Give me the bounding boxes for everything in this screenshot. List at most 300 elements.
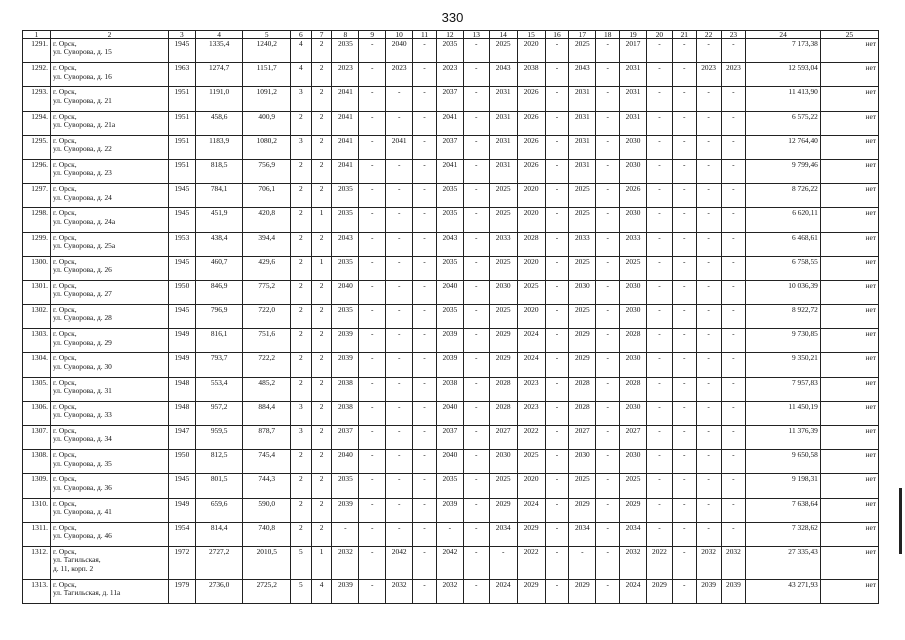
cost-cell: 7 173,38 bbox=[746, 39, 821, 63]
cell-c8: 2035 bbox=[332, 208, 359, 232]
row-number-cell: 1308. bbox=[23, 450, 51, 474]
table-row bbox=[23, 474, 879, 498]
cell-c16: - bbox=[545, 184, 569, 208]
cell-c12: 2039 bbox=[436, 498, 463, 522]
cell-c18: - bbox=[596, 256, 620, 280]
cell-c8: 2023 bbox=[332, 63, 359, 87]
cell-a1: 814,4 bbox=[195, 522, 243, 546]
cell-c12: 2040 bbox=[436, 450, 463, 474]
cell-c13: - bbox=[463, 377, 489, 401]
address-line: ул. Суворова, д. 41 bbox=[52, 506, 112, 516]
cell-f: 2 bbox=[291, 450, 312, 474]
cell-c17: 2033 bbox=[569, 232, 596, 256]
cell-c21: - bbox=[672, 579, 696, 603]
cell-c21: - bbox=[672, 256, 696, 280]
cell-a2: 884,4 bbox=[243, 401, 291, 425]
cell-c13: - bbox=[463, 329, 489, 353]
cost-cell: 11 376,39 bbox=[746, 426, 821, 450]
row-number-cell: 1302. bbox=[23, 305, 51, 329]
cell-c14: 2033 bbox=[489, 232, 517, 256]
table-row bbox=[23, 329, 879, 353]
cell-c20: - bbox=[647, 63, 673, 87]
cell-c8: 2039 bbox=[332, 579, 359, 603]
address-line: ул. Суворова, д. 29 bbox=[52, 337, 112, 347]
cell-a1: 812,5 bbox=[195, 450, 243, 474]
cell-c14: 2025 bbox=[489, 305, 517, 329]
cell-c23: 2023 bbox=[721, 63, 746, 87]
status-cell: нет bbox=[820, 329, 878, 353]
cell-c20: - bbox=[647, 135, 673, 159]
cost-cell: 9 799,46 bbox=[746, 159, 821, 183]
cell-c11: - bbox=[413, 329, 437, 353]
cell-c20: - bbox=[647, 329, 673, 353]
registry-table-body bbox=[23, 39, 879, 604]
address-line: ул. Суворова, д. 27 bbox=[52, 289, 112, 299]
cell-c15: 2026 bbox=[517, 135, 545, 159]
cell-c21: - bbox=[672, 401, 696, 425]
address-line: г. Орск, bbox=[52, 426, 77, 435]
address-line: ул. Суворова, д. 33 bbox=[52, 410, 112, 420]
cell-c21: - bbox=[672, 305, 696, 329]
cell-c17: 2031 bbox=[569, 135, 596, 159]
cell-a2: 722,0 bbox=[243, 305, 291, 329]
cell-c18: - bbox=[596, 159, 620, 183]
cell-c19: 2029 bbox=[620, 498, 647, 522]
cell-c21: - bbox=[672, 546, 696, 579]
cell-a2: 1091,2 bbox=[243, 87, 291, 111]
column-header-14: 14 bbox=[489, 31, 517, 39]
cell-c21: - bbox=[672, 329, 696, 353]
scan-edge-mark bbox=[899, 488, 902, 554]
cell-a2: 756,9 bbox=[243, 159, 291, 183]
cell-c22: - bbox=[696, 208, 721, 232]
cell-c11: - bbox=[413, 208, 437, 232]
column-header-15: 15 bbox=[517, 31, 545, 39]
cell-c17: 2030 bbox=[569, 280, 596, 304]
row-number-cell: 1310. bbox=[23, 498, 51, 522]
cell-c14: 2029 bbox=[489, 498, 517, 522]
status-cell: нет bbox=[820, 184, 878, 208]
status-cell: нет bbox=[820, 522, 878, 546]
cell-c10: - bbox=[386, 256, 413, 280]
cell-c10: - bbox=[386, 232, 413, 256]
cell-c10: - bbox=[386, 208, 413, 232]
cell-c17: 2029 bbox=[569, 353, 596, 377]
cell-c14: 2028 bbox=[489, 401, 517, 425]
cell-c13: - bbox=[463, 474, 489, 498]
cell-c22: - bbox=[696, 256, 721, 280]
cell-a1: 959,5 bbox=[195, 426, 243, 450]
cell-c20: 2029 bbox=[647, 579, 673, 603]
cell-c10: - bbox=[386, 305, 413, 329]
cell-c9: - bbox=[359, 39, 386, 63]
table-row bbox=[23, 579, 879, 603]
cell-c14: 2028 bbox=[489, 377, 517, 401]
cell-year: 1951 bbox=[168, 87, 195, 111]
column-header-4: 4 bbox=[195, 31, 243, 39]
cost-cell: 12 764,40 bbox=[746, 135, 821, 159]
table-row bbox=[23, 426, 879, 450]
cell-c13: - bbox=[463, 63, 489, 87]
cell-c20: - bbox=[647, 159, 673, 183]
table-row bbox=[23, 63, 879, 87]
cell-a1: 460,7 bbox=[195, 256, 243, 280]
cell-c8: 2039 bbox=[332, 353, 359, 377]
cell-c14: 2031 bbox=[489, 135, 517, 159]
cell-f: 2 bbox=[291, 353, 312, 377]
cell-c9: - bbox=[359, 111, 386, 135]
cell-c18: - bbox=[596, 208, 620, 232]
cell-c16: - bbox=[545, 353, 569, 377]
cell-c18: - bbox=[596, 498, 620, 522]
cell-year: 1951 bbox=[168, 159, 195, 183]
table-row bbox=[23, 111, 879, 135]
column-header-6: 6 bbox=[291, 31, 312, 39]
cost-cell: 8 726,22 bbox=[746, 184, 821, 208]
cell-f: 5 bbox=[291, 579, 312, 603]
cell-c19: 2025 bbox=[620, 474, 647, 498]
cell-f: 3 bbox=[291, 401, 312, 425]
cell-a2: 2010,5 bbox=[243, 546, 291, 579]
cell-c15: 2026 bbox=[517, 87, 545, 111]
cell-c8: 2035 bbox=[332, 305, 359, 329]
cell-a2: 744,3 bbox=[243, 474, 291, 498]
cell-c15: 2020 bbox=[517, 208, 545, 232]
cell-e: 2 bbox=[311, 184, 332, 208]
cell-a1: 2736,0 bbox=[195, 579, 243, 603]
cell-f: 2 bbox=[291, 159, 312, 183]
address-line: ул. Суворова, д. 26 bbox=[52, 265, 112, 275]
cost-cell: 11 413,90 bbox=[746, 87, 821, 111]
address-line: г. Орск, bbox=[52, 353, 77, 363]
address-cell bbox=[50, 256, 168, 280]
cell-c9: - bbox=[359, 305, 386, 329]
cell-c13: - bbox=[463, 111, 489, 135]
address-line: ул. Суворова, д. 30 bbox=[52, 361, 112, 371]
cell-c21: - bbox=[672, 522, 696, 546]
cell-c16: - bbox=[545, 63, 569, 87]
cell-c23: - bbox=[721, 377, 746, 401]
cell-f: 2 bbox=[291, 522, 312, 546]
cell-c18: - bbox=[596, 426, 620, 450]
cell-c15: 2020 bbox=[517, 256, 545, 280]
status-cell: нет bbox=[820, 111, 878, 135]
cell-c11: - bbox=[413, 63, 437, 87]
cell-c9: - bbox=[359, 546, 386, 579]
cell-c17: - bbox=[569, 546, 596, 579]
cell-a2: 429,6 bbox=[243, 256, 291, 280]
cell-a2: 2725,2 bbox=[243, 579, 291, 603]
column-header-23: 23 bbox=[721, 31, 746, 39]
cell-c22: - bbox=[696, 159, 721, 183]
address-cell bbox=[50, 208, 168, 232]
address-line: г. Орск, bbox=[52, 579, 77, 589]
cell-c18: - bbox=[596, 135, 620, 159]
table-row bbox=[23, 280, 879, 304]
cell-c23: - bbox=[721, 184, 746, 208]
cell-c23: - bbox=[721, 522, 746, 546]
cell-c20: - bbox=[647, 353, 673, 377]
cell-c23: - bbox=[721, 353, 746, 377]
address-cell bbox=[50, 498, 168, 522]
cell-c15: 2024 bbox=[517, 329, 545, 353]
cell-c10: - bbox=[386, 159, 413, 183]
address-line: г. Орск, bbox=[52, 498, 77, 508]
cell-c19: 2031 bbox=[620, 87, 647, 111]
cell-c16: - bbox=[545, 305, 569, 329]
cell-e: 2 bbox=[311, 232, 332, 256]
cell-c14: 2025 bbox=[489, 39, 517, 63]
address-line: г. Орск, bbox=[52, 522, 77, 532]
address-cell bbox=[50, 184, 168, 208]
cell-year: 1949 bbox=[168, 329, 195, 353]
cell-c23: - bbox=[721, 232, 746, 256]
cell-c9: - bbox=[359, 87, 386, 111]
cell-c18: - bbox=[596, 377, 620, 401]
cell-c20: - bbox=[647, 256, 673, 280]
cell-c17: 2043 bbox=[569, 63, 596, 87]
address-cell bbox=[50, 87, 168, 111]
cell-c17: 2029 bbox=[569, 329, 596, 353]
cell-c16: - bbox=[545, 135, 569, 159]
cell-c17: 2025 bbox=[569, 184, 596, 208]
address-line: г. Орск, bbox=[52, 159, 77, 169]
cell-c19: 2026 bbox=[620, 184, 647, 208]
cell-c18: - bbox=[596, 546, 620, 579]
cell-c9: - bbox=[359, 377, 386, 401]
status-cell: нет bbox=[820, 208, 878, 232]
cell-c21: - bbox=[672, 135, 696, 159]
cell-c22: - bbox=[696, 280, 721, 304]
cell-c23: - bbox=[721, 474, 746, 498]
cell-c13: - bbox=[463, 159, 489, 183]
cell-c11: - bbox=[413, 377, 437, 401]
cell-c11: - bbox=[413, 111, 437, 135]
cell-f: 5 bbox=[291, 546, 312, 579]
cell-year: 1945 bbox=[168, 474, 195, 498]
address-line: г. Орск, bbox=[52, 232, 77, 242]
cell-c17: 2025 bbox=[569, 208, 596, 232]
column-header-18: 18 bbox=[596, 31, 620, 39]
cell-c20: - bbox=[647, 450, 673, 474]
cell-c11: - bbox=[413, 522, 437, 546]
cell-c17: 2025 bbox=[569, 39, 596, 63]
cell-year: 1950 bbox=[168, 280, 195, 304]
cell-c17: 2031 bbox=[569, 87, 596, 111]
cell-a2: 775,2 bbox=[243, 280, 291, 304]
status-cell: нет bbox=[820, 353, 878, 377]
cell-c22: - bbox=[696, 353, 721, 377]
cell-c11: - bbox=[413, 498, 437, 522]
cell-c22: 2032 bbox=[696, 546, 721, 579]
cell-c21: - bbox=[672, 39, 696, 63]
table-row bbox=[23, 305, 879, 329]
cell-c13: - bbox=[463, 232, 489, 256]
cell-c8: 2039 bbox=[332, 329, 359, 353]
cost-cell: 9 350,21 bbox=[746, 353, 821, 377]
cell-c12: - bbox=[436, 522, 463, 546]
cell-c13: - bbox=[463, 135, 489, 159]
cell-year: 1945 bbox=[168, 208, 195, 232]
cell-c10: 2032 bbox=[386, 579, 413, 603]
cell-c15: 2028 bbox=[517, 232, 545, 256]
table-row bbox=[23, 159, 879, 183]
column-header-13: 13 bbox=[463, 31, 489, 39]
cell-a2: 740,8 bbox=[243, 522, 291, 546]
cell-c22: - bbox=[696, 401, 721, 425]
cell-e: 2 bbox=[311, 135, 332, 159]
cell-c9: - bbox=[359, 450, 386, 474]
cell-a1: 1274,7 bbox=[195, 63, 243, 87]
cell-c8: - bbox=[332, 522, 359, 546]
cell-c17: 2027 bbox=[569, 426, 596, 450]
column-header-9: 9 bbox=[359, 31, 386, 39]
cell-c18: - bbox=[596, 184, 620, 208]
cell-c18: - bbox=[596, 87, 620, 111]
status-cell: нет bbox=[820, 305, 878, 329]
status-cell: нет bbox=[820, 232, 878, 256]
cell-a1: 784,1 bbox=[195, 184, 243, 208]
cell-c14: 2025 bbox=[489, 256, 517, 280]
cell-c13: - bbox=[463, 426, 489, 450]
status-cell: нет bbox=[820, 280, 878, 304]
cell-c22: - bbox=[696, 426, 721, 450]
cell-c19: 2017 bbox=[620, 39, 647, 63]
cell-a2: 394,4 bbox=[243, 232, 291, 256]
cell-year: 1945 bbox=[168, 184, 195, 208]
cell-c10: - bbox=[386, 426, 413, 450]
cell-year: 1951 bbox=[168, 111, 195, 135]
table-row bbox=[23, 546, 879, 579]
cell-c23: - bbox=[721, 329, 746, 353]
cell-c20: - bbox=[647, 87, 673, 111]
cell-c17: 2030 bbox=[569, 450, 596, 474]
cell-c19: 2033 bbox=[620, 232, 647, 256]
cell-c14: 2027 bbox=[489, 426, 517, 450]
cell-c18: - bbox=[596, 280, 620, 304]
address-line: ул. Суворова, д. 25а bbox=[52, 240, 116, 250]
status-cell: нет bbox=[820, 159, 878, 183]
cell-e: 2 bbox=[311, 522, 332, 546]
address-line: г. Орск, bbox=[52, 184, 77, 194]
cell-c23: - bbox=[721, 401, 746, 425]
cell-c22: - bbox=[696, 39, 721, 63]
cell-c15: 2022 bbox=[517, 426, 545, 450]
cell-a1: 846,9 bbox=[195, 280, 243, 304]
cost-cell: 6 758,55 bbox=[746, 256, 821, 280]
cell-c21: - bbox=[672, 63, 696, 87]
cost-cell: 7 638,64 bbox=[746, 498, 821, 522]
cell-c18: - bbox=[596, 305, 620, 329]
address-line: ул. Суворова, д. 31 bbox=[52, 386, 112, 396]
cell-c15: 2029 bbox=[517, 579, 545, 603]
cell-c19: 2030 bbox=[620, 401, 647, 425]
cell-c8: 2037 bbox=[332, 426, 359, 450]
cell-c23: - bbox=[721, 256, 746, 280]
column-header-1: 1 bbox=[23, 31, 51, 39]
cell-a1: 553,4 bbox=[195, 377, 243, 401]
address-line: ул. Суворова, д. 23 bbox=[52, 168, 112, 178]
cell-c20: - bbox=[647, 498, 673, 522]
cost-cell: 11 450,19 bbox=[746, 401, 821, 425]
cell-e: 2 bbox=[311, 305, 332, 329]
table-row bbox=[23, 208, 879, 232]
address-cell bbox=[50, 546, 168, 579]
cell-c12: 2040 bbox=[436, 280, 463, 304]
cell-c16: - bbox=[545, 329, 569, 353]
cell-c10: 2041 bbox=[386, 135, 413, 159]
cell-c11: - bbox=[413, 256, 437, 280]
cell-a2: 878,7 bbox=[243, 426, 291, 450]
cell-c11: - bbox=[413, 39, 437, 63]
address-line: г. Орск, bbox=[52, 256, 77, 266]
table-row bbox=[23, 377, 879, 401]
cell-c8: 2035 bbox=[332, 474, 359, 498]
cell-c14: 2025 bbox=[489, 208, 517, 232]
status-cell: нет bbox=[820, 256, 878, 280]
cell-c13: - bbox=[463, 87, 489, 111]
cell-c13: - bbox=[463, 305, 489, 329]
cell-c11: - bbox=[413, 280, 437, 304]
row-number-cell: 1299. bbox=[23, 232, 51, 256]
cell-c13: - bbox=[463, 256, 489, 280]
cell-c14: 2030 bbox=[489, 450, 517, 474]
address-line: г. Орск, bbox=[52, 63, 77, 73]
cell-f: 4 bbox=[291, 39, 312, 63]
cell-c12: 2043 bbox=[436, 232, 463, 256]
cell-c19: 2030 bbox=[620, 305, 647, 329]
cell-c18: - bbox=[596, 579, 620, 603]
cost-cell: 9 198,31 bbox=[746, 474, 821, 498]
cost-cell: 6 468,61 bbox=[746, 232, 821, 256]
cell-e: 2 bbox=[311, 450, 332, 474]
address-line: ул. Суворова, д. 28 bbox=[52, 313, 112, 323]
cell-c15: 2025 bbox=[517, 280, 545, 304]
row-number-cell: 1305. bbox=[23, 377, 51, 401]
status-cell: нет bbox=[820, 401, 878, 425]
cell-c8: 2039 bbox=[332, 498, 359, 522]
cell-c17: 2025 bbox=[569, 256, 596, 280]
cell-c23: - bbox=[721, 280, 746, 304]
cell-c21: - bbox=[672, 159, 696, 183]
cell-c19: 2032 bbox=[620, 546, 647, 579]
cell-a2: 1080,2 bbox=[243, 135, 291, 159]
cell-c13: - bbox=[463, 184, 489, 208]
column-header-8: 8 bbox=[332, 31, 359, 39]
column-header-2: 2 bbox=[50, 31, 168, 39]
cell-c23: - bbox=[721, 305, 746, 329]
cell-c19: 2031 bbox=[620, 111, 647, 135]
address-cell bbox=[50, 522, 168, 546]
cell-f: 2 bbox=[291, 377, 312, 401]
cell-c10: - bbox=[386, 401, 413, 425]
cell-c19: 2030 bbox=[620, 280, 647, 304]
cell-a1: 801,5 bbox=[195, 474, 243, 498]
cell-c19: 2024 bbox=[620, 579, 647, 603]
cell-c8: 2035 bbox=[332, 256, 359, 280]
cell-c13: - bbox=[463, 39, 489, 63]
cell-c16: - bbox=[545, 401, 569, 425]
cell-year: 1948 bbox=[168, 377, 195, 401]
cell-a1: 1335,4 bbox=[195, 39, 243, 63]
cell-c14: 2025 bbox=[489, 474, 517, 498]
cell-year: 1945 bbox=[168, 256, 195, 280]
cell-c13: - bbox=[463, 208, 489, 232]
cell-a1: 818,5 bbox=[195, 159, 243, 183]
cell-c19: 2025 bbox=[620, 256, 647, 280]
cell-c9: - bbox=[359, 401, 386, 425]
cell-e: 2 bbox=[311, 159, 332, 183]
